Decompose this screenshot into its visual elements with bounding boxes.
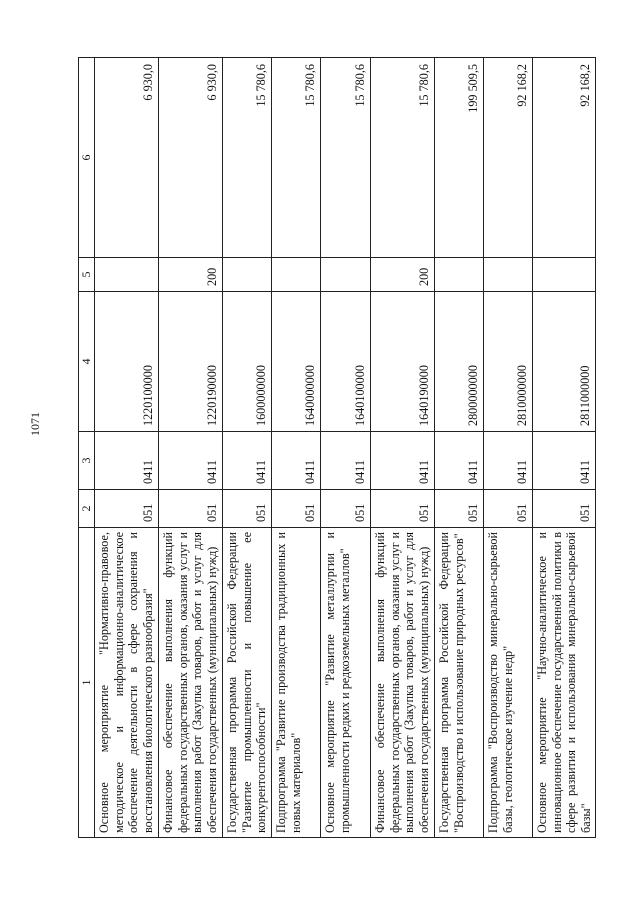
- row-csr: 1640190000: [371, 292, 435, 432]
- row-gr: 051: [371, 490, 435, 528]
- header-col-1: 1: [79, 528, 95, 838]
- row-sum: 15 780,6: [223, 58, 272, 258]
- row-gr: 051: [272, 490, 321, 528]
- row-csr: 1640100000: [321, 292, 371, 432]
- row-name: Подпрограмма "Развитие производства традиционных и новых материалов": [272, 528, 321, 838]
- row-name: Государственная программа Российской Федерации "Развитие промышленности и повышение ее конкурентоспособности": [223, 528, 272, 838]
- row-name: Финансовое обеспечение выполнения функций федеральных государственных органов, оказания услуг и выполнения работ (Закупка товаров, работ и услуг для обеспечения государственных (муниципальных) нужд): [159, 528, 223, 838]
- table-row: [159, 58, 223, 838]
- row-sum: 15 780,6: [321, 58, 371, 258]
- table-row: [272, 58, 321, 838]
- row-vr: [223, 258, 272, 292]
- budget-table-rotated: [78, 58, 634, 838]
- table-row: [484, 58, 533, 838]
- row-name: Финансовое обеспечение выполнения функций федеральных государственных органов, оказания услуг и выполнения работ (Закупка товаров, работ и услуг для обеспечения государственных (муниципальных) нужд): [371, 528, 435, 838]
- row-vr: [484, 258, 533, 292]
- row-gr: 051: [95, 490, 159, 528]
- row-name: Основное мероприятие "Научно-аналитическое и инновационное обеспечение государственной политики в сфере развития и использования минерально-сырьевой базы": [533, 528, 596, 838]
- header-col-6: 6: [79, 58, 95, 258]
- table-row: [223, 58, 272, 838]
- row-gr: 051: [321, 490, 371, 528]
- row-gr: 051: [435, 490, 484, 528]
- row-sum: 6 930,0: [159, 58, 223, 258]
- row-csr: 1220190000: [159, 292, 223, 432]
- row-gr: 051: [533, 490, 596, 528]
- row-rz: 0411: [484, 432, 533, 490]
- row-gr: 051: [159, 490, 223, 528]
- budget-table: [78, 57, 596, 838]
- row-sum: 6 930,0: [95, 58, 159, 258]
- row-sum: 92 168,2: [484, 58, 533, 258]
- row-csr: 1600000000: [223, 292, 272, 432]
- row-rz: 0411: [272, 432, 321, 490]
- row-sum: 92 168,2: [533, 58, 596, 258]
- row-sum: 15 780,6: [371, 58, 435, 258]
- table-row: [95, 58, 159, 838]
- row-name: Подпрограмма "Воспроизводство минерально-сырьевой базы, геологическое изучение недр": [484, 528, 533, 838]
- row-csr: 1220100000: [95, 292, 159, 432]
- row-rz: 0411: [223, 432, 272, 490]
- row-vr: [321, 258, 371, 292]
- row-name: Государственная программа Российской Федерации "Воспроизводство и использование природных ресурсов": [435, 528, 484, 838]
- header-col-5: 5: [79, 258, 95, 292]
- header-col-2: 2: [79, 490, 95, 528]
- row-gr: 051: [223, 490, 272, 528]
- row-csr: 2800000000: [435, 292, 484, 432]
- row-rz: 0411: [159, 432, 223, 490]
- row-rz: 0411: [435, 432, 484, 490]
- row-rz: 0411: [321, 432, 371, 490]
- row-vr: [435, 258, 484, 292]
- table-row: [533, 58, 596, 838]
- table-row: [371, 58, 435, 838]
- row-gr: 051: [484, 490, 533, 528]
- page-number: 1071: [28, 412, 42, 436]
- row-rz: 0411: [371, 432, 435, 490]
- row-name: Основное мероприятие "Развитие металлургии и промышленности редких и редкоземельных металлов": [321, 528, 371, 838]
- row-name: Основное мероприятие "Нормативно-правовое, методическое и информационно-аналитическое обеспечение деятельности в сфере сохранения и восстановления биологического разнообразия": [95, 528, 159, 838]
- table-row: [435, 58, 484, 838]
- header-col-3: 3: [79, 432, 95, 490]
- header-row: [79, 58, 95, 838]
- row-vr: 200: [159, 258, 223, 292]
- row-sum: 199 509,5: [435, 58, 484, 258]
- row-vr: [533, 258, 596, 292]
- row-csr: 1640000000: [272, 292, 321, 432]
- row-vr: 200: [371, 258, 435, 292]
- row-vr: [272, 258, 321, 292]
- table-row: [321, 58, 371, 838]
- row-sum: 15 780,6: [272, 58, 321, 258]
- row-csr: 2811000000: [533, 292, 596, 432]
- header-col-4: 4: [79, 292, 95, 432]
- row-vr: [95, 258, 159, 292]
- row-rz: 0411: [95, 432, 159, 490]
- row-rz: 0411: [533, 432, 596, 490]
- row-csr: 2810000000: [484, 292, 533, 432]
